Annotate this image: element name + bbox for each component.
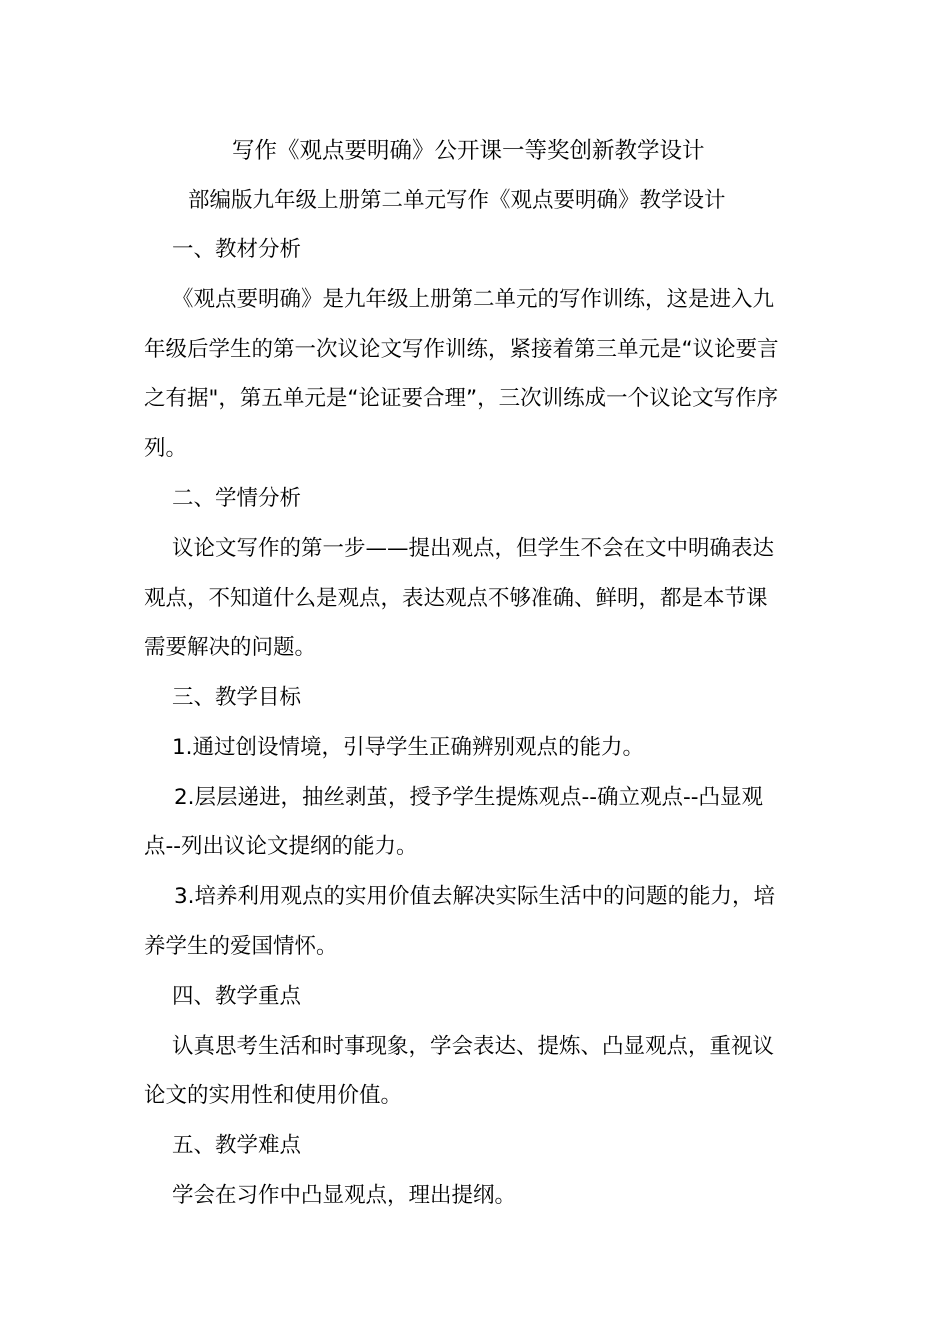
goal-item-3-continued: 养学生的爱国情怀。	[144, 934, 338, 959]
goal-item-1: 1.通过创设情境，引导学生正确辨别观点的能力。	[172, 735, 645, 760]
section-heading-key-points: 四、教学重点	[172, 984, 302, 1009]
section-heading-learner-analysis: 二、学情分析	[172, 486, 302, 511]
paragraph-line: 列。	[144, 436, 188, 461]
document-title: 写作《观点要明确》公开课一等奖创新教学设计	[232, 138, 705, 164]
section-heading-teaching-goals: 三、教学目标	[172, 685, 302, 710]
paragraph-line: 议论文写作的第一步——提出观点，但学生不会在文中明确表达	[172, 536, 775, 561]
section-heading-difficulties: 五、教学难点	[172, 1133, 302, 1158]
goal-item-2-continued: 点--列出议论文提纲的能力。	[144, 834, 418, 859]
paragraph-line: 需要解决的问题。	[144, 635, 317, 660]
goal-item-2: 2.层层递进，抽丝剥茧，授予学生提炼观点--确立观点--凸显观	[174, 785, 764, 810]
section-heading-textbook-analysis: 一、教材分析	[172, 237, 302, 262]
paragraph-line: 论文的实用性和使用价值。	[144, 1083, 403, 1108]
paragraph-line: 《观点要明确》是九年级上册第二单元的写作训练，这是进入九	[172, 287, 775, 312]
goal-item-3: 3.培养利用观点的实用价值去解决实际生活中的问题的能力，培	[174, 884, 776, 909]
paragraph-line: 认真思考生活和时事现象，学会表达、提炼、凸显观点，重视议	[172, 1034, 775, 1059]
paragraph-line: 观点，不知道什么是观点，表达观点不够准确、鲜明，都是本节课	[144, 586, 768, 611]
paragraph-line: 学会在习作中凸显观点，理出提纲。	[172, 1183, 517, 1208]
paragraph-line: 之有据"，第五单元是“论证要合理”，三次训练成一个议论文写作序	[144, 386, 779, 411]
document-subtitle: 部编版九年级上册第二单元写作《观点要明确》教学设计	[188, 188, 726, 213]
paragraph-line: 年级后学生的第一次议论文写作训练，紧接着第三单元是“议论要言	[144, 337, 779, 362]
